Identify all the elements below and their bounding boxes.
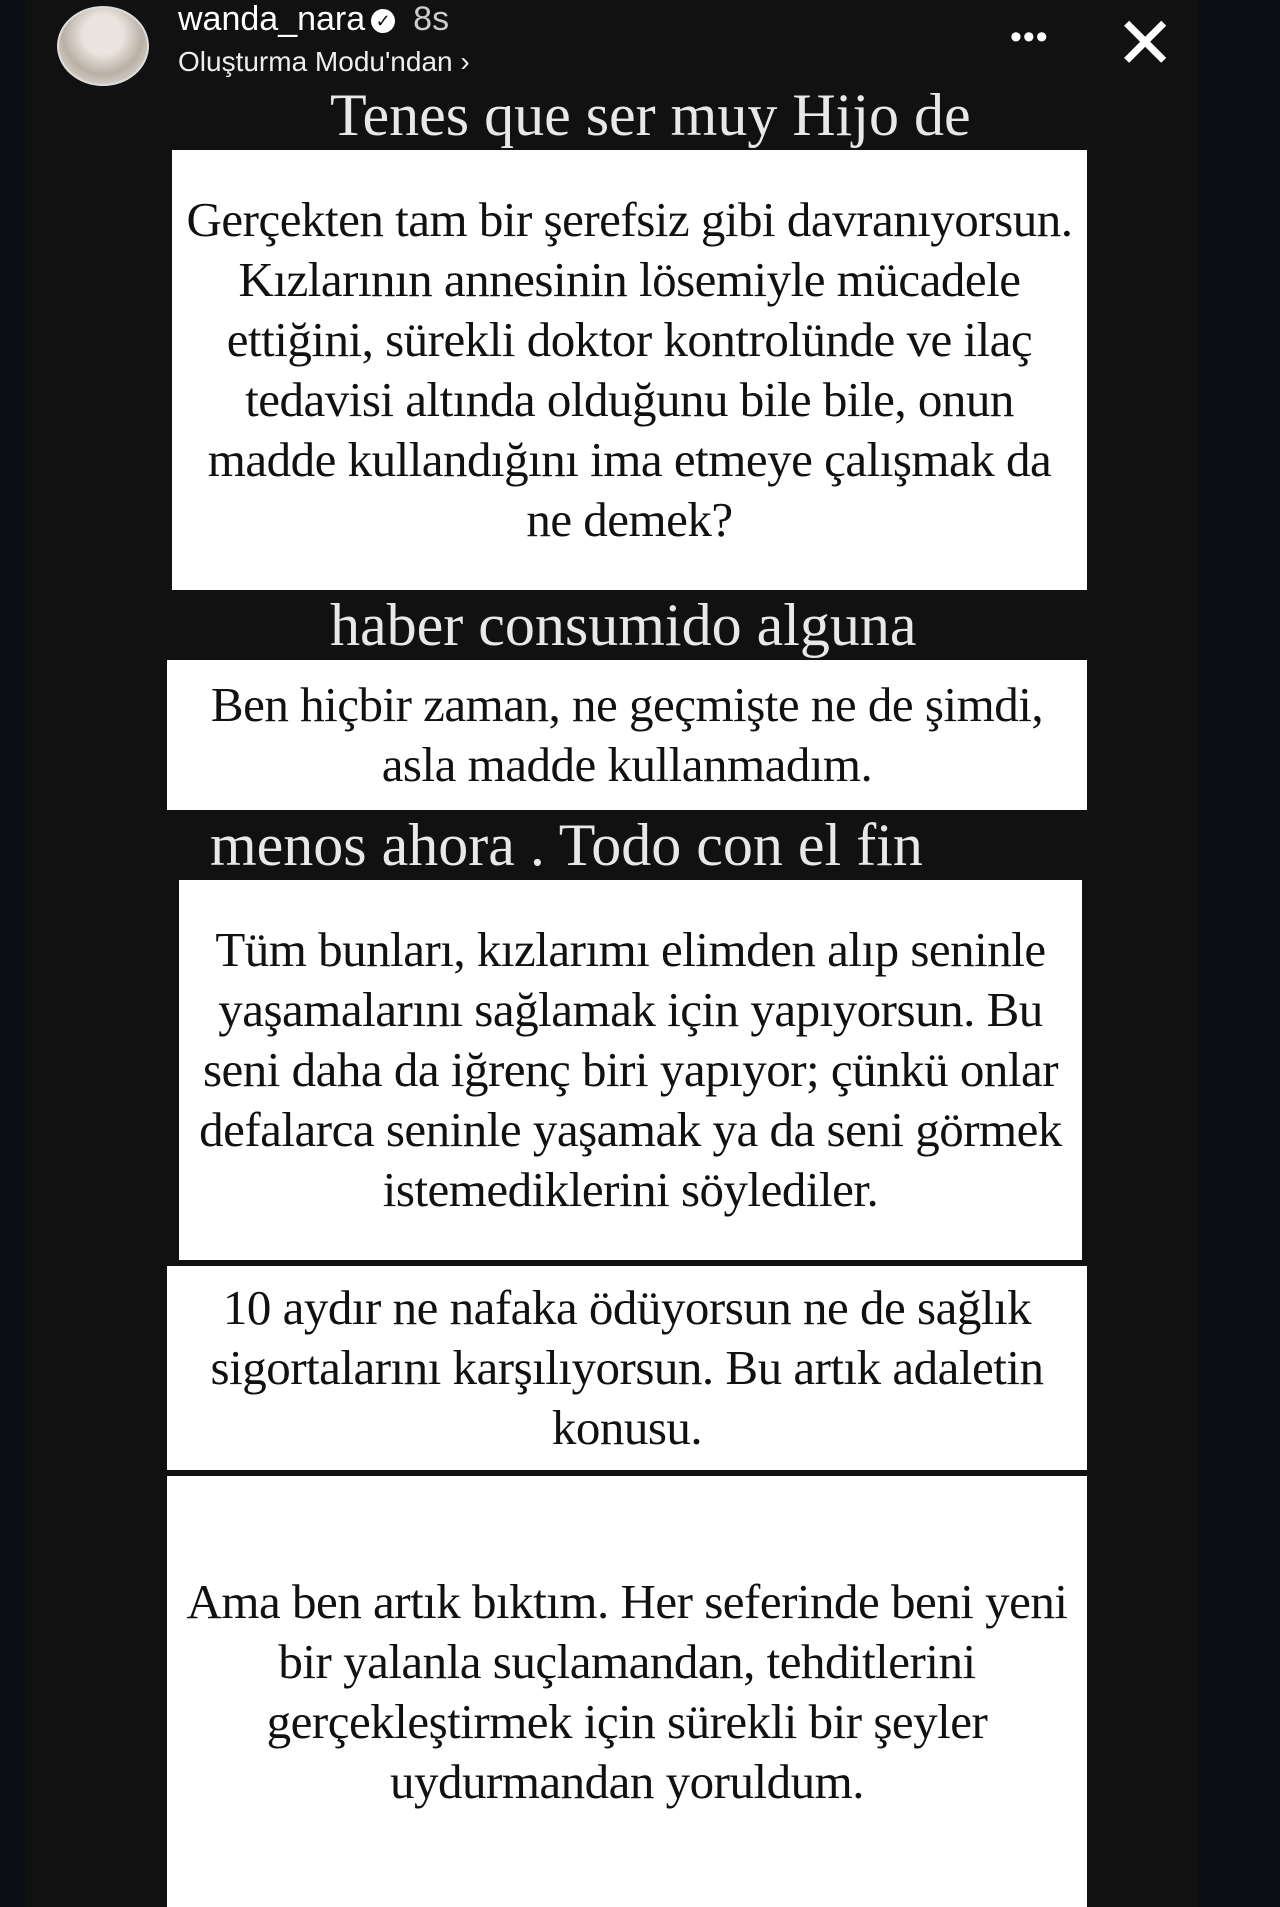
avatar[interactable]	[57, 6, 149, 86]
username[interactable]: wanda_nara	[178, 0, 366, 38]
text-box	[167, 1476, 1087, 1907]
text-box	[167, 1266, 1087, 1470]
text-box	[179, 880, 1082, 1260]
close-icon[interactable]: ✕	[1115, 4, 1176, 84]
story-time: 8s	[413, 0, 450, 38]
background-text: haber consumido alguna	[330, 592, 917, 658]
background-text: menos ahora . Todo con el fin	[210, 812, 923, 878]
text-box-content: Gerçekten tam bir şerefsiz gibi davranıyorsun. Kızlarının annesinin lösemiyle mücadele ettiğini, sürekli doktor kontrolünde ve ilaç tedavisi altında olduğunu bile bile, onun madde kullandığını ima etmeye çalışmak da ne demek?	[186, 192, 1073, 547]
text-box	[167, 660, 1087, 810]
text-box-content: Tüm bunları, kızlarımı elimden alıp seninle yaşamalarını sağlamak için yapıyorsun. Bu seni daha da iğrenç biri yapıyor; çünkü onlar defalarca seninle yaşamak ya da seni görmek istemediklerini söylediler.	[199, 922, 1062, 1217]
story-author[interactable]	[178, 0, 449, 39]
text-box	[172, 150, 1087, 590]
creation-mode-link[interactable]: Oluşturma Modu'ndan ›	[178, 46, 470, 77]
verified-badge-icon: ✓	[371, 9, 395, 33]
more-options-icon[interactable]: •••	[1010, 18, 1049, 56]
background-text: Tenes que ser muy Hijo de	[330, 82, 971, 148]
text-box-content: Ama ben artık bıktım. Her seferinde beni yeni bir yalanla suçlamandan, tehditlerini gerçekleştirmek için sürekli bir şeyler uydurmandan yoruldum.	[186, 1573, 1068, 1809]
text-box-content: Ben hiçbir zaman, ne geçmişte ne de şimdi, asla madde kullanmadım.	[210, 677, 1044, 792]
text-box-content: 10 aydır ne nafaka ödüyorsun ne de sağlık sigortalarını karşılıyorsun. Bu artık adaletin konusu.	[210, 1280, 1044, 1455]
